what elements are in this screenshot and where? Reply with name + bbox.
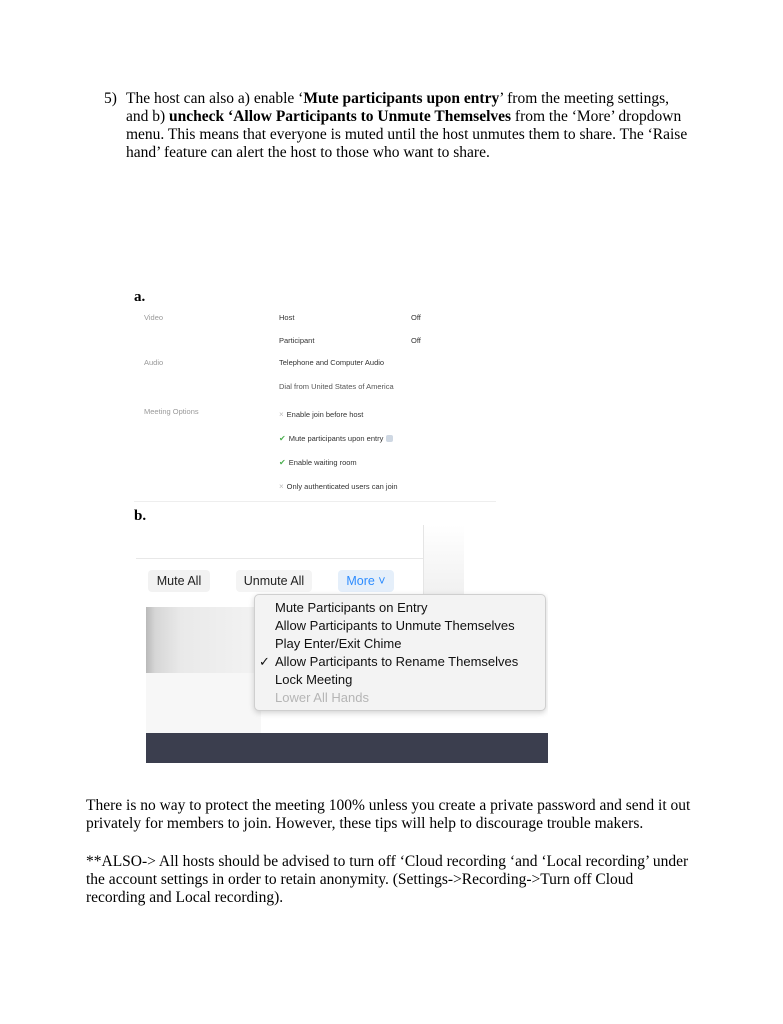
step-5-line: and b) uncheck ‘Allow Participants to Unmute Themselves from the ‘More’ dropdown [126, 108, 682, 125]
video-label: Video [144, 313, 164, 322]
audio-label: Audio [144, 358, 164, 367]
option-join-before-host: × Enable join before host [279, 410, 364, 419]
paragraph-line: the account settings in order to retain anonymity. (Settings->Recording->Turn off Cloud [86, 871, 634, 888]
meeting-options-label: Meeting Options [144, 407, 199, 416]
participant-video-value: Off [411, 336, 421, 345]
paragraph-line: There is no way to protect the meeting 100% unless you create a private password and send it out [86, 797, 691, 814]
figure-a-label: a. [134, 289, 146, 305]
participants-panel-screenshot [136, 525, 548, 763]
bottom-toolbar [146, 733, 548, 763]
menu-item-allow-unmute[interactable]: Allow Participants to Unmute Themselves [275, 618, 515, 633]
step-5-text [126, 90, 726, 162]
more-dropdown-menu [254, 594, 546, 711]
participant-video-label: Participant [279, 336, 315, 345]
figure-b-label: b. [134, 508, 147, 524]
meeting-settings-screenshot [134, 308, 496, 504]
cross-icon: × [279, 410, 284, 419]
dial-from-text: Dial from United States of America [279, 382, 394, 391]
menu-item-mute-on-entry[interactable]: Mute Participants on Entry [275, 600, 428, 615]
option-authenticated-users: × Only authenticated users can join [279, 482, 398, 491]
also-note-paragraph [86, 853, 726, 907]
paragraph-line: privately for members to join. However, these tips will help to discourage trouble makers. [86, 815, 644, 832]
menu-item-lock-meeting[interactable]: Lock Meeting [275, 672, 353, 687]
divider [136, 558, 423, 559]
checkmark-icon: ✓ [259, 654, 270, 669]
menu-item-enter-exit-chime[interactable]: Play Enter/Exit Chime [275, 636, 402, 651]
step-5-line: menu. This means that everyone is muted until the host unmutes them to share. The ‘Raise [126, 126, 688, 143]
step-5-line: hand’ feature can alert the host to those who want to share. [126, 144, 490, 161]
cross-icon: × [279, 482, 284, 491]
menu-item-allow-rename[interactable]: ✓ Allow Participants to Rename Themselves [259, 654, 519, 669]
step-number: 5) [104, 90, 117, 107]
info-icon [386, 435, 393, 442]
unmute-all-button[interactable]: Unmute All [236, 570, 312, 592]
paragraph-line: recording and Local recording). [86, 889, 284, 906]
mute-all-button[interactable]: Mute All [148, 570, 210, 592]
check-icon: ✔ [279, 458, 286, 467]
step-5-line: The host can also a) enable ‘Mute participants upon entry’ from the meeting settings, [126, 90, 669, 107]
host-video-label: Host [279, 313, 295, 322]
menu-item-lower-all-hands: Lower All Hands [275, 690, 369, 705]
option-waiting-room: ✔ Enable waiting room [279, 458, 357, 467]
panel-edge [423, 525, 464, 595]
host-video-value: Off [411, 313, 421, 322]
check-icon: ✔ [279, 434, 286, 443]
option-mute-upon-entry: ✔ Mute participants upon entry [279, 434, 393, 443]
divider [134, 501, 496, 502]
paragraph-line: **ALSO-> All hosts should be advised to turn off ‘Cloud recording ‘and ‘Local recording’ under [86, 853, 689, 870]
audio-value: Telephone and Computer Audio [279, 358, 385, 367]
closing-paragraph [86, 797, 726, 833]
more-button[interactable]: More ˅ [338, 570, 394, 592]
participant-list-area [146, 673, 261, 733]
